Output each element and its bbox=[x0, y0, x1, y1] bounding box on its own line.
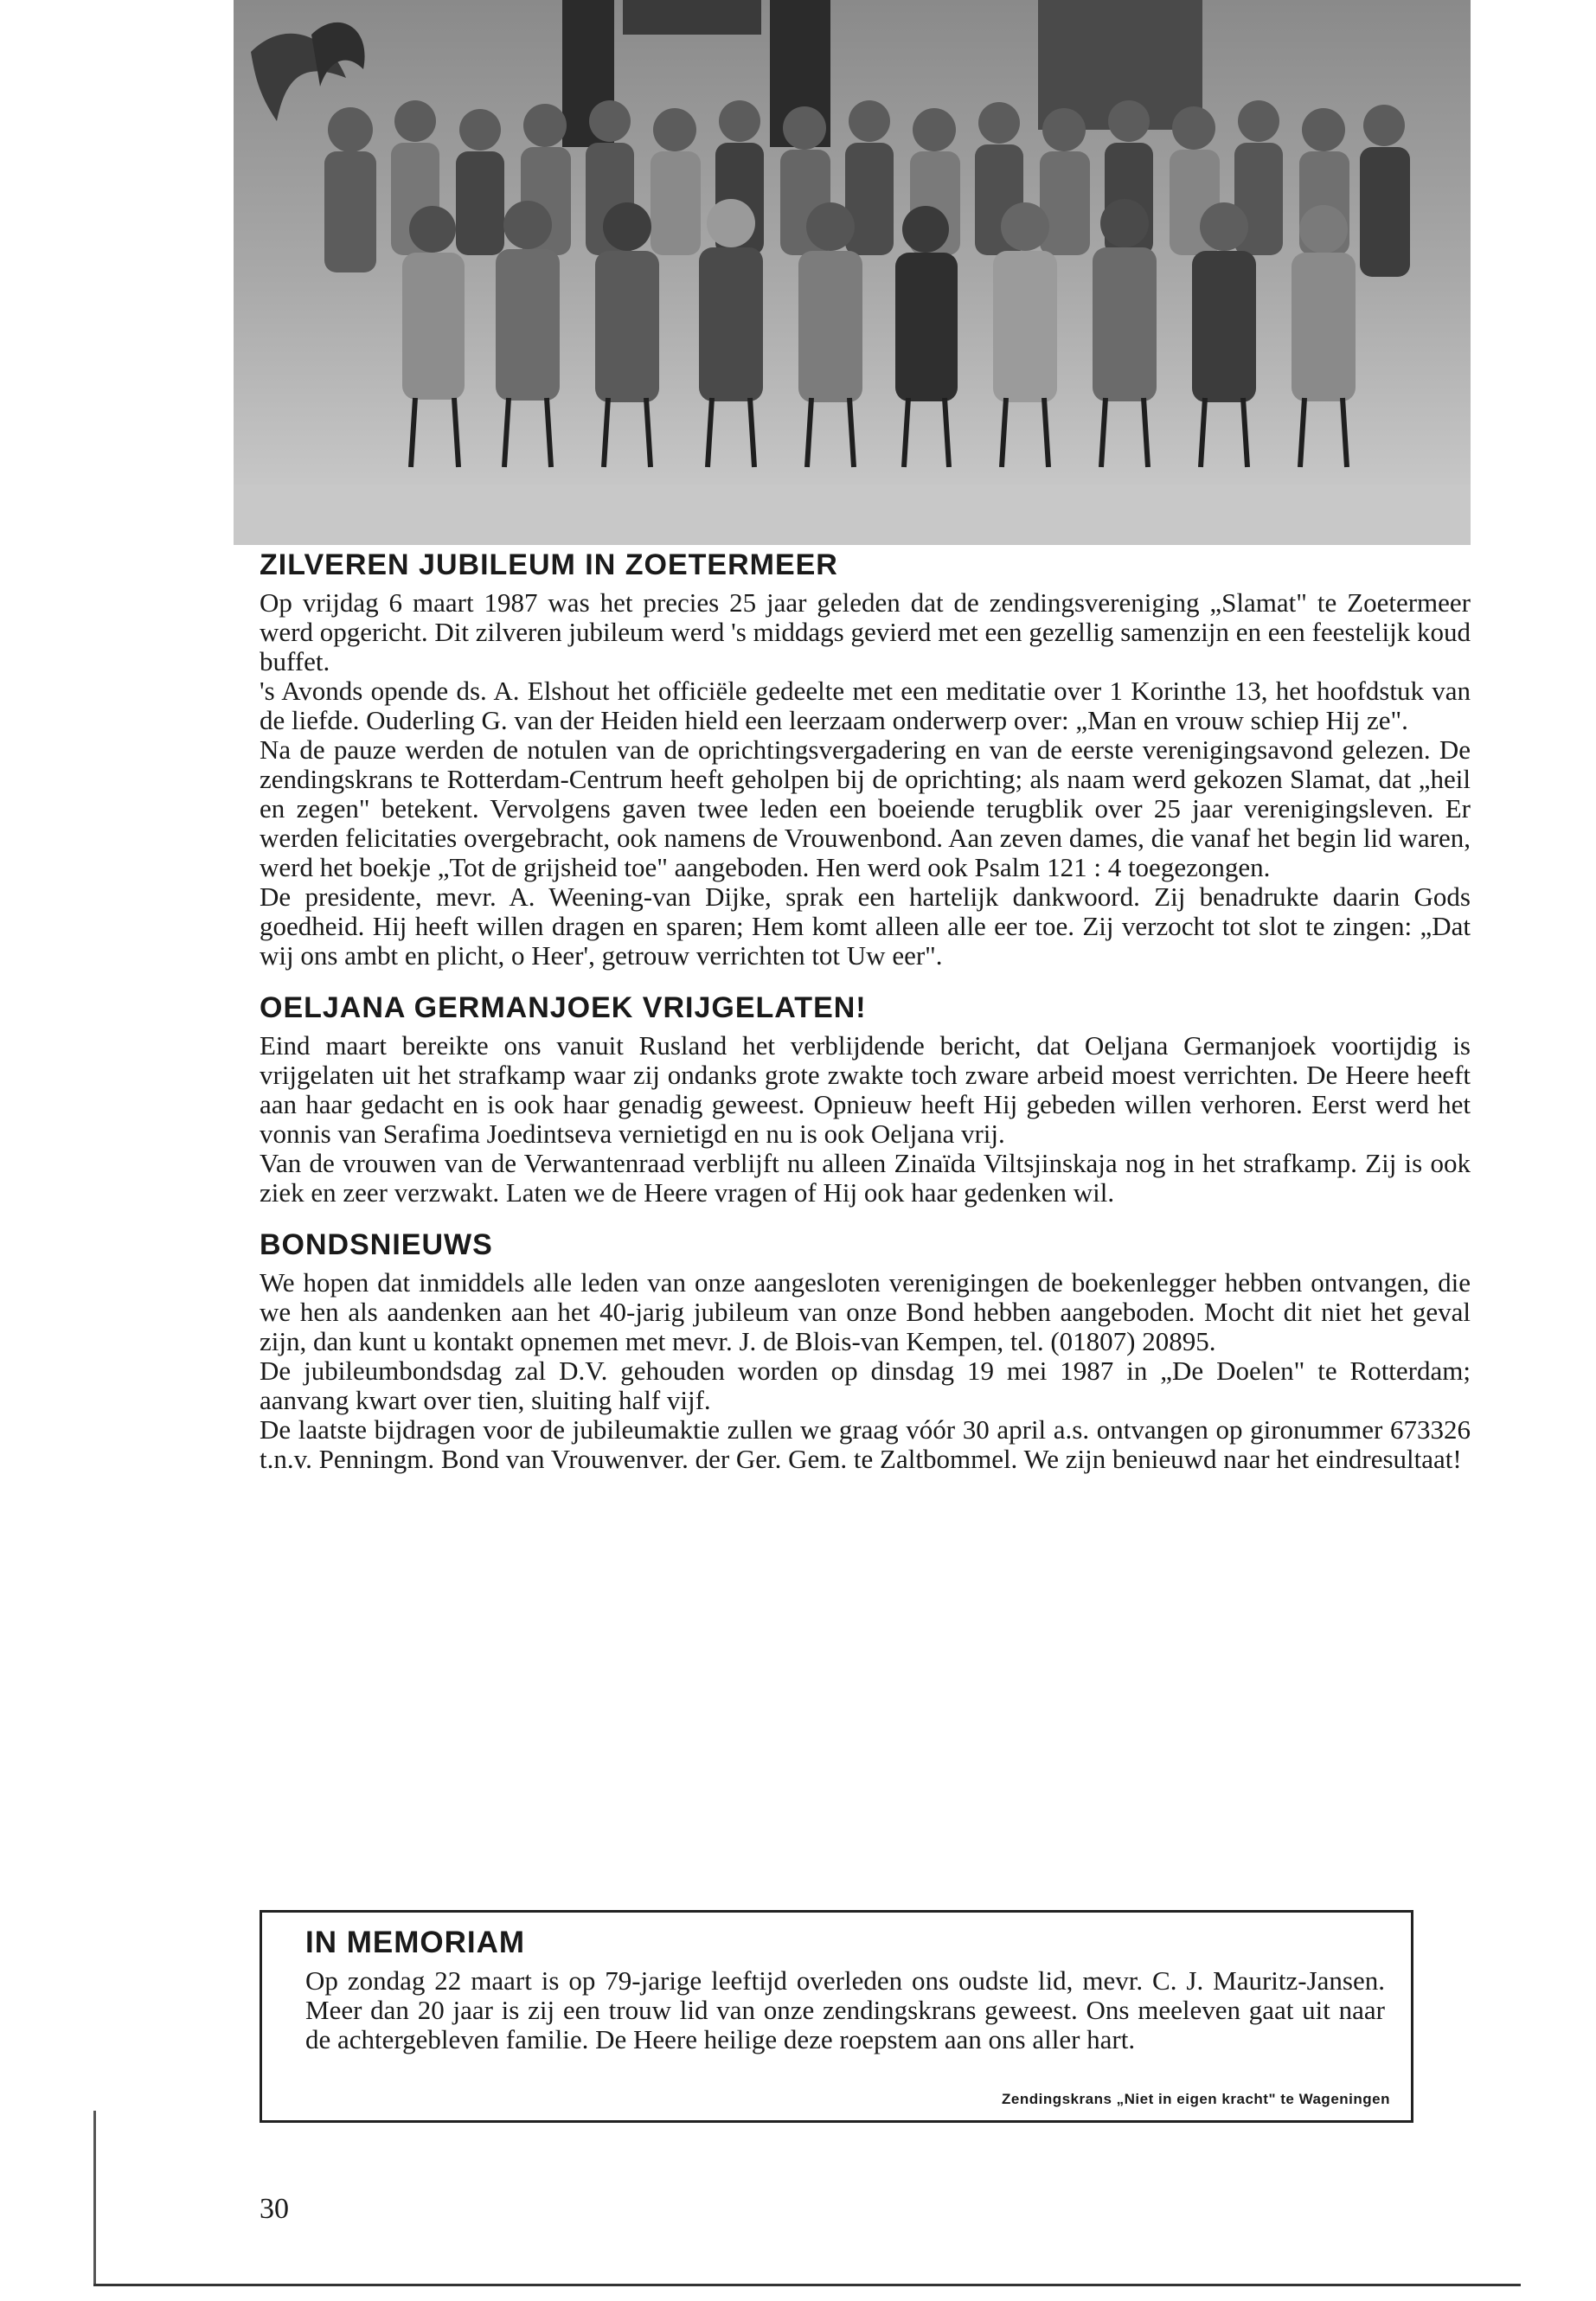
article-paragraph: De laatste bijdragen voor de jubileumaktie zullen we graag vóór 30 april a.s. ontvangen op gironummer 673326 t.n.v. Penningm. Bond van Vrouwenver. der Ger. Gem. te Zaltbommel. We zijn benieuwd naar het eindresultaat! bbox=[260, 1414, 1471, 1474]
article-heading: OELJANA GERMANJOEK VRIJGELATEN! bbox=[260, 991, 867, 1024]
page-bottom-rule bbox=[93, 2284, 1521, 2286]
article-column bbox=[260, 547, 1471, 1493]
memoriam-credit: Zendingskrans „Niet in eigen kracht" te Wageningen bbox=[1001, 2091, 1390, 2107]
article-oeljana bbox=[260, 990, 1471, 1208]
group-photo-illustration bbox=[234, 0, 1471, 545]
memoriam-text: Op zondag 22 maart is op 79-jarige leeftijd overleden ons oudste lid, mevr. C. J. Mauritz-Jansen. Meer dan 20 jaar is zij een trouw lid van onze zendingskrans geweest. Ons meeleven gaat uit naar de achtergebleven familie. De Heere heilige deze roepstem aan ons aller hart. bbox=[305, 1965, 1385, 2054]
page-edge-rule bbox=[93, 2111, 96, 2286]
article-bondsnieuws bbox=[260, 1227, 1471, 1474]
article-paragraph: Na de pauze werden de notulen van de oprichtingsvergadering en van de eerste verenigingsavond gelezen. De zendingskrans te Rotterdam-Centrum heeft geholpen bij de oprichting; als naam werd gekozen Slamat, dat „heil en zegen" betekent. Vervolgens gaven twee leden een boeiende terugblik over 25 jaar verenigingsleven. Er werden felicitaties overgebracht, ook namens de Vrouwenbond. Aan zeven dames, die vanaf het begin lid waren, werd het boekje „Tot de grijsheid toe" aangeboden. Hen werd ook Psalm 121 : 4 toegezongen. bbox=[260, 734, 1471, 882]
article-paragraph: We hopen dat inmiddels alle leden van onze aangesloten verenigingen de boekenlegger hebben ontvangen, die we hen als aandenken aan het 40-jarig jubileum van onze Bond hebben aangeboden. Mocht dit niet het geval zijn, dan kunt u kontakt opnemen met mevr. J. de Blois-van Kempen, tel. (01807) 20895. bbox=[260, 1267, 1471, 1356]
article-zilveren-jubileum bbox=[260, 547, 1471, 971]
article-paragraph: Eind maart bereikte ons vanuit Rusland het verblijdende bericht, dat Oeljana Germanjoek voortijdig is vrijgelaten uit het strafkamp waar zij ondanks grote zwakte toch zware arbeid moest verrichten. De Heere heeft aan haar gedacht en is ook haar genadig geweest. Opnieuw heeft Hij gebeden willen verhoren. Eerst werd het vonnis van Serafima Joedintseva vernietigd en nu is ook Oeljana vrij. bbox=[260, 1030, 1471, 1149]
article-paragraph: Op vrijdag 6 maart 1987 was het precies 25 jaar geleden dat de zendingsvereniging „Slamat" te Zoetermeer werd opgericht. Dit zilveren jubileum werd 's middags gevierd met een gezellig samenzijn en een feestelijk koud buffet. bbox=[260, 587, 1471, 676]
memoriam-heading: IN MEMORIAM bbox=[305, 1926, 526, 1959]
article-paragraph: Van de vrouwen van de Verwantenraad verblijft nu alleen Zinaïda Viltsjinskaja nog in het strafkamp. Zij is ook ziek en zeer verzwakt. Laten we de Heere vragen of Hij ook haar gedenken wil. bbox=[260, 1148, 1471, 1208]
article-paragraph: 's Avonds opende ds. A. Elshout het officiële gedeelte met een meditatie over 1 Korinthe 13, het hoofdstuk van de liefde. Ouderling G. van der Heiden hield een leerzaam onderwerp over: „Man en vrouw schiep Hij ze". bbox=[260, 676, 1471, 735]
article-paragraph: De jubileumbondsdag zal D.V. gehouden worden op dinsdag 19 mei 1987 in „De Doelen" te Rotterdam; aanvang kwart over tien, sluiting half vijf. bbox=[260, 1356, 1471, 1415]
in-memoriam-box bbox=[260, 1910, 1413, 2123]
article-heading: BONDSNIEUWS bbox=[260, 1228, 493, 1261]
article-paragraph: De presidente, mevr. A. Weening-van Dijke, sprak een hartelijk dankwoord. Zij benadrukte daarin Gods goedheid. Hij heeft willen dragen en sparen; Hem komt alleen alle eer toe. Zij verzocht tot slot te zingen: „Dat wij ons ambt en plicht, o Heer', getrouw verrichten tot Uw eer". bbox=[260, 881, 1471, 971]
page-number: 30 bbox=[260, 2193, 289, 2225]
article-heading: ZILVEREN JUBILEUM IN ZOETERMEER bbox=[260, 548, 838, 581]
group-photo bbox=[234, 0, 1471, 545]
